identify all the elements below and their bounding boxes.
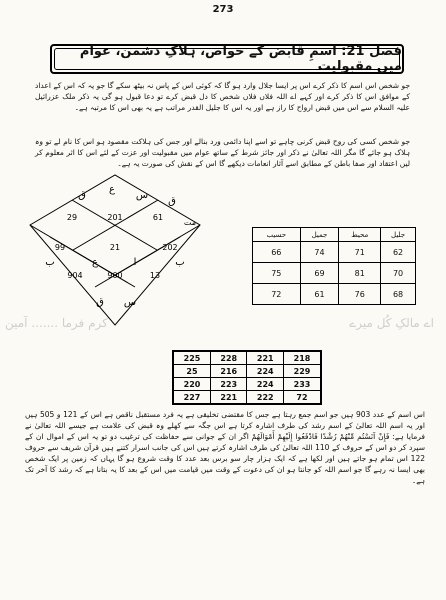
- diamond-mid-3: 61: [152, 213, 164, 222]
- diamond-lower-2: 900: [107, 271, 123, 280]
- square-cell: 233: [283, 378, 321, 391]
- diamond-letter-3: ا: [133, 257, 137, 268]
- table-cell: 61: [300, 284, 339, 305]
- square-cell: 223: [211, 378, 247, 391]
- square-cell: 227: [173, 391, 211, 405]
- header-cell: محیط: [339, 228, 381, 242]
- square-cell: 224: [247, 378, 283, 391]
- faded-prayer-right: اے مالکِ کُل میرے: [349, 316, 434, 330]
- table-cell: 81: [339, 263, 381, 284]
- diamond-letter-6: س: [123, 297, 137, 308]
- table-cell: 76: [339, 284, 381, 305]
- diamond-top-4: ق: [168, 196, 176, 207]
- square-cell: 25: [173, 365, 211, 378]
- diamond-center-3: 202: [162, 243, 178, 252]
- chapter-title-box: [50, 44, 404, 74]
- square-cell: 220: [173, 378, 211, 391]
- diamond-grid: [20, 170, 210, 330]
- square-cell: 222: [247, 391, 283, 405]
- table-cell: 70: [381, 263, 416, 284]
- square-cell: 221: [247, 351, 283, 365]
- table-cell: 62: [381, 242, 416, 263]
- table-cell: 74: [300, 242, 339, 263]
- table-cell: 69: [300, 263, 339, 284]
- diamond-top-3: س: [135, 190, 149, 201]
- header-cell: حسیب: [253, 228, 301, 242]
- number-square-table: [172, 350, 322, 405]
- names-table: [252, 227, 416, 305]
- diamond-center-1: 99: [54, 243, 66, 252]
- diamond-mid-1: 29: [66, 213, 78, 222]
- diamond-letter-1: ب: [45, 257, 55, 268]
- diamond-mid-4: مت: [183, 218, 197, 227]
- diamond-top-2: ع: [109, 184, 115, 195]
- header-cell: جلیل: [381, 228, 416, 242]
- square-cell: 229: [283, 365, 321, 378]
- faded-prayer-left: کرم فرما ....... آمین: [5, 316, 108, 330]
- diamond-letter-4: ب: [175, 257, 185, 268]
- table-cell: 72: [253, 284, 301, 305]
- page-number: 273: [212, 4, 234, 15]
- table-cell: 68: [381, 284, 416, 305]
- diamond-top-1: ق: [78, 190, 86, 201]
- paragraph-3: اس اسم کے عدد 903 ہیں جو اسم جمع رہتا ہے جس کا مقتضی تخلیقی ہے یہ فرد مستقبل ناقص ہے اس کے 121 و 505 ہیں اور یہ اسم اللہ تعالیٰ کے اسم رشد کی طرف اشارہ کرتا ہے اس جگہ سے کھلے وہ قبض کی علامت ہے جیسے اللہ تعالیٰ نے فرمایا ہے: فَإِنْ آنَسْتُم مِّنْهُمْ رُشْدًا فَادْفَعُوا إِلَيْهِمْ أَمْوَالَهُمْ اگر ان کے جوانی سے حفاظت کی ترغیب دو تو یہ اس کے اموال ان کے سپرد کر دو اس کے حروف کے 110 اللہ تعالیٰ کی طرف اشارہ کرتے ہیں اس کی جانب اسرار کتنے ہیں قرآن شریف سے حروف 122 اس تمام ہو جاتے ہیں اور لکھا ہے کہ ایک ہزار چار سو برس بعد عدد کا وقت شروع ہو گا یہاں کہ زمین پر ایک شخص بھی ایسا نہ رہے گا جو اسم اللہ کو جانتا ہو ان کی دعوت کے وقت میں قیامت میں اس کے بعد کا یہ بتانا ہے کہ رشد کا آخر تک ہے۔: [25, 410, 426, 485]
- diamond-mid-2: 201: [107, 213, 123, 222]
- table-cell: 75: [253, 263, 301, 284]
- square-cell: 72: [283, 391, 321, 405]
- square-cell: 221: [211, 391, 247, 405]
- diamond-letter-2: ع: [92, 257, 98, 268]
- paragraph-1: جو شخص اس اسم کا ذکر کرے اس پر ایسا جلال وارد ہو گا کہ کوئی اس کے پاس نہ بیٹھ سکے گا جو یہ کہ اس کے اعداد کے موافق اس کا ذکر کرے اور کہے اے اللہ فلاں فلاں شخص کا دل قبض کرے تو دعا قبول ہو گی یہ ذکر ملک عزرائیل علیہ السلام سے اس میں قبض ارواح کا راز ہے اور یہ اس کا جلیل القدر مراتب ہے یہ بھی اس کا مرتبہ ہے۔: [35, 81, 410, 112]
- diamond-lower-3: 13: [149, 271, 161, 280]
- header-cell: جمیل: [300, 228, 339, 242]
- table-cell: 71: [339, 242, 381, 263]
- square-cell: 216: [211, 365, 247, 378]
- square-cell: 225: [173, 351, 211, 365]
- square-cell: 224: [247, 365, 283, 378]
- square-cell: 228: [211, 351, 247, 365]
- paragraph-2: جو شخص کسی کی روح قبض کرنی چاہے تو اسے اپنا دائمی ورد بنالے اور جس کی ہلاکت مقصود ہو اس کا نام لے تو وہ ہلاک ہو جائے گا مگر اللہ تعالیٰ نے ذکر اور جائز شرط کے ساتھ عوام میں مقبولیت اور عزت کے لئے اس کا اثر معلوم کر لیں اعتقاد اور صفا باطن کے مطابق اسے آثار انعامات دیکھے گا اس کے نقش کی صورت یہ ہے۔: [35, 137, 410, 168]
- diamond-lower-1: 904: [67, 271, 83, 280]
- diamond-letter-5: ق: [96, 297, 104, 308]
- chapter-title: فصل 21: اسمِ قابض کے خواص، ہلاکِ دشمن، عوام میں مقبولیت: [79, 44, 402, 74]
- diamond-center-2: 21: [109, 243, 121, 252]
- table-cell: 66: [253, 242, 301, 263]
- square-cell: 218: [283, 351, 321, 365]
